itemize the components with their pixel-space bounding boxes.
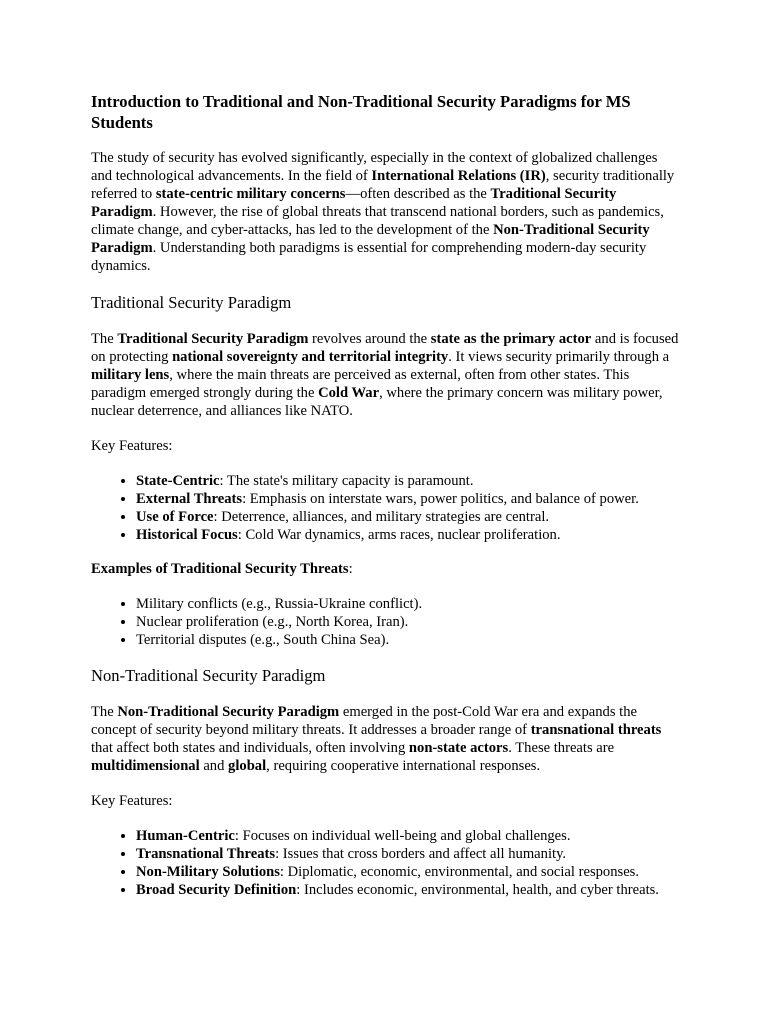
bold-text: Traditional Security Paradigm [117, 331, 309, 347]
bold-text: global [228, 758, 267, 774]
non-traditional-feature-item [136, 863, 680, 881]
text-run: , security traditionally referred to [91, 168, 675, 202]
non-traditional-feature-item [136, 827, 680, 845]
text-run: The [91, 331, 118, 347]
text-run: : [348, 561, 353, 577]
text-run: , requiring cooperative international responses. [266, 758, 541, 774]
document-title: Introduction to Traditional and Non-Traditional Security Paradigms for MS Students [91, 92, 631, 132]
bold-text: non-state actors [408, 740, 509, 756]
bold-text: national sovereignty and territorial integrity [172, 349, 449, 365]
traditional-section-heading: Traditional Security Paradigm [91, 293, 292, 312]
bold-text: Cold War [318, 385, 380, 401]
traditional-feature-item [136, 472, 680, 490]
text-run: , where the main threats are perceived as external, often from other states. This paradigm emerged strongly during the [91, 367, 630, 401]
non-traditional-section-heading: Non-Traditional Security Paradigm [91, 666, 326, 685]
bold-text: state as the primary actor [430, 331, 592, 347]
traditional-feature-item [136, 526, 680, 544]
text-run: : Deterrence, alliances, and military strategies are central. [213, 509, 550, 525]
traditional-feature-item [136, 508, 680, 526]
text-run: : The state's military capacity is paramount. [219, 473, 474, 489]
bold-text: Examples of Traditional Security Threats [91, 561, 349, 577]
text-run: : Issues that cross borders and affect all humanity. [275, 846, 567, 862]
text-run: revolves around the [308, 331, 431, 347]
intro-paragraph [91, 149, 680, 275]
non-traditional-key-features-label: Key Features: [91, 793, 173, 809]
bold-text: state-centric military concerns [155, 186, 346, 202]
text-run: , where the primary concern was military power, nuclear deterrence, and alliances like NATO. [91, 385, 663, 419]
text-run: Military conflicts (e.g., Russia-Ukraine conflict). [136, 596, 423, 612]
bold-text: Broad Security Definition [136, 882, 297, 898]
bold-text: External Threats [136, 491, 243, 507]
text-run: —often described as the [345, 186, 491, 202]
traditional-example-item [136, 631, 680, 649]
text-run: : Diplomatic, economic, environmental, and social responses. [279, 864, 639, 880]
bold-text: Non-Traditional Security Paradigm [91, 222, 650, 256]
bold-text: Non-Military Solutions [136, 864, 280, 880]
text-run: : Cold War dynamics, arms races, nuclear proliferation. [237, 527, 561, 543]
text-run: that affect both states and individuals, often involving [91, 740, 409, 756]
bold-text: military lens [91, 367, 170, 383]
text-run: Nuclear proliferation (e.g., North Korea, Iran). [136, 614, 409, 630]
traditional-feature-item [136, 490, 680, 508]
bold-text: Human-Centric [136, 828, 235, 844]
text-run: Territorial disputes (e.g., South China Sea). [136, 632, 390, 648]
text-run: emerged in the post-Cold War era and expands the concept of security beyond military threats. It addresses a broader range of [91, 704, 637, 738]
bold-text: Transnational Threats [136, 846, 276, 862]
bold-text: Non-Traditional Security Paradigm [117, 704, 340, 720]
bold-text: transnational threats [530, 722, 662, 738]
text-run: and [199, 758, 229, 774]
non-traditional-feature-item [136, 881, 680, 899]
bold-text: Traditional Security Paradigm [91, 186, 617, 220]
text-run: and is focused on protecting [91, 331, 679, 365]
traditional-examples-list [91, 595, 680, 649]
text-run: : Focuses on individual well-being and global challenges. [234, 828, 571, 844]
non-traditional-paragraph [91, 703, 680, 775]
bold-text: State-Centric [136, 473, 220, 489]
non-traditional-features-list [91, 827, 680, 899]
traditional-example-item [136, 595, 680, 613]
text-run: The study of security has evolved significantly, especially in the context of globalized challenges and technological advancements. In the field of [91, 150, 658, 184]
traditional-features-list [91, 472, 680, 544]
traditional-examples-label [91, 560, 680, 578]
text-run: . Understanding both paradigms is essential for comprehending modern-day security dynamics. [91, 240, 647, 274]
text-run: : Includes economic, environmental, health, and cyber threats. [296, 882, 659, 898]
text-run: The [91, 704, 118, 720]
text-run: . However, the rise of global threats that transcend national borders, such as pandemics, climate change, and cyber-attacks, has led to the development of the [91, 204, 664, 238]
bold-text: multidimensional [91, 758, 200, 774]
bold-text: Historical Focus [136, 527, 238, 543]
bold-text: International Relations (IR) [371, 168, 546, 184]
traditional-example-item [136, 613, 680, 631]
bold-text: Use of Force [136, 509, 214, 525]
traditional-paragraph [91, 330, 680, 420]
text-run: . These threats are [508, 740, 615, 756]
text-run: . It views security primarily through a [448, 349, 670, 365]
text-run: : Emphasis on interstate wars, power politics, and balance of power. [242, 491, 639, 507]
non-traditional-feature-item [136, 845, 680, 863]
traditional-key-features-label: Key Features: [91, 438, 173, 454]
